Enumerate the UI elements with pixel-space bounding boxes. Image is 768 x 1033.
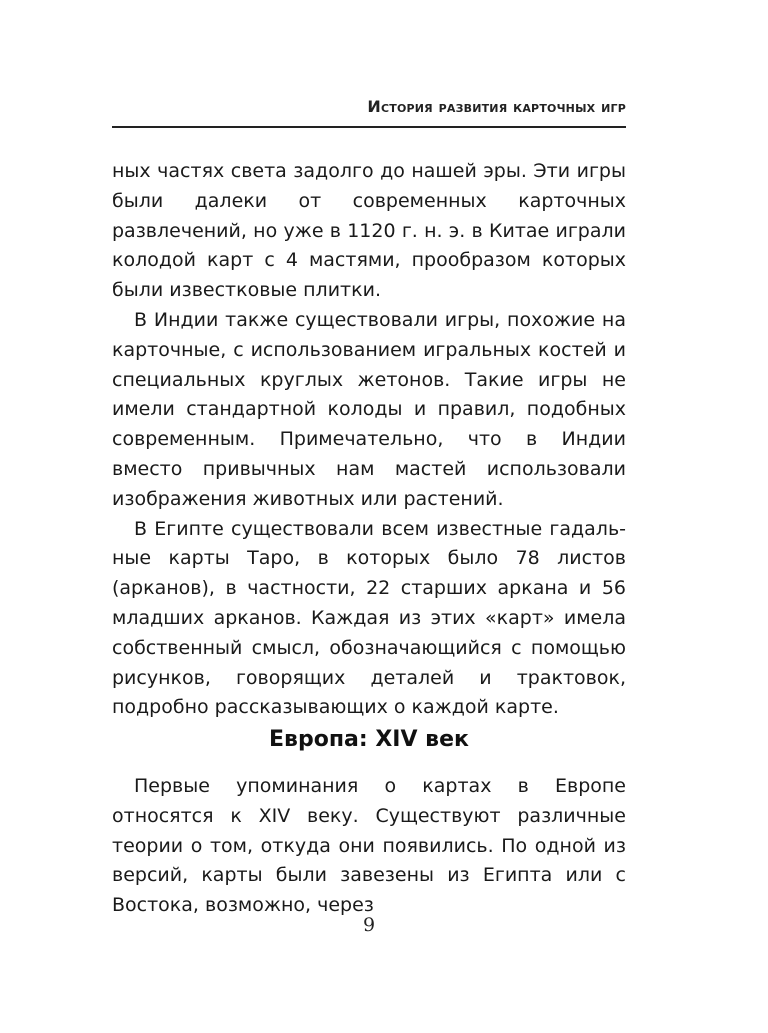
text-block-bottom	[112, 772, 626, 921]
paragraph-continuation: ных частях света задолго до нашей эры. Эти игры были далеки от современных карточных развлечений, но уже в 1120 г. н. э. в Китае играли колодой карт с 4 мастями, прообразом которых были известковые плитки.	[112, 160, 626, 302]
running-head-title: История развития карточных игр	[367, 97, 626, 116]
section-heading: Европа: XIV век	[269, 727, 469, 752]
text-block-top	[112, 157, 626, 723]
paragraph-egypt: В Египте существовали всем известные гадальные карты Таро, в которых было 78 листов (арканов), в частности, 22 старших аркана и 56 младших арканов. Каждая из этих «карт» имела собственный смысл, обозначающийся с помощью рисунков, говорящих деталей и трактовок, подробно рассказывающих о каждой карте.	[112, 517, 626, 719]
paragraph-india: В Индии также существовали игры, похожие на карточные, с использованием игральных костей и специальных круглых жетонов. Такие игры не имели стандартной колоды и правил, подобных современным. Примечательно, что в Индии вместо привычных нам мастей использовали изображения животных или растений.	[112, 308, 626, 510]
page-number: 9	[362, 914, 376, 936]
header-rule	[112, 126, 626, 128]
paragraph-europe: Первые упоминания о картах в Европе относятся к XIV веку. Существуют различные теории о том, откуда они появились. По одной из версий, карты были завезены из Египта или с Востока, возможно, через	[112, 775, 626, 917]
